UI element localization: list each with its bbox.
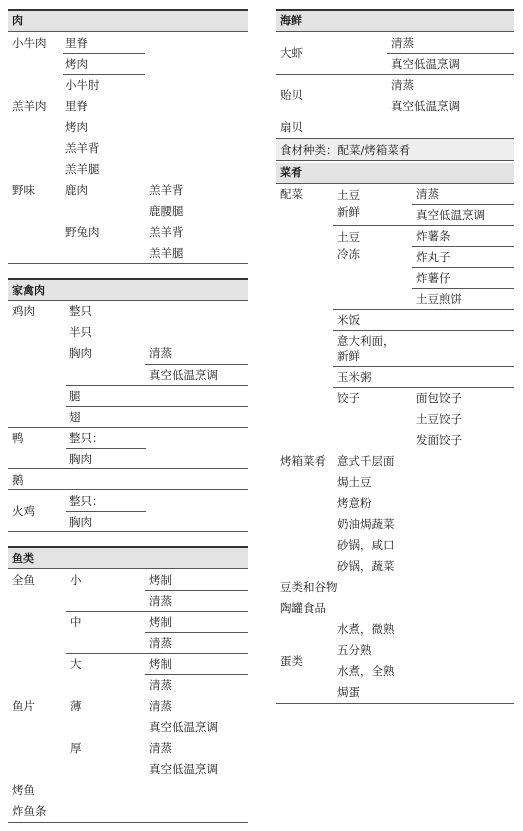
fish-method[interactable]: 烤制	[149, 573, 172, 587]
section-title-seafood: 海鲜	[280, 14, 302, 27]
egg-item[interactable]: 水煮，全熟	[337, 664, 395, 678]
rabbit-item[interactable]: 羔羊腿	[149, 246, 184, 260]
potato-fresh[interactable]: 土豆 新鲜	[337, 188, 360, 219]
fish-size-large[interactable]: 大	[70, 657, 82, 671]
oven-dishes-label[interactable]: 烤箱菜肴	[280, 454, 326, 468]
section-title-meat: 肉	[12, 14, 23, 27]
oven-dish-item[interactable]: 意式千层面	[337, 454, 395, 468]
preserves-label[interactable]: 陶罐食品	[280, 601, 326, 615]
turkey-whole[interactable]: 整只：	[69, 494, 104, 508]
dumpling-type[interactable]: 面包饺子	[416, 391, 462, 405]
chicken-leg[interactable]: 腿	[69, 389, 81, 403]
veal-item[interactable]: 里脊	[65, 36, 88, 50]
rice-item[interactable]: 米饭	[337, 313, 360, 327]
chicken-breast-item[interactable]: 清蒸	[149, 346, 172, 360]
dumplings-item[interactable]: 饺子	[337, 391, 360, 405]
goose-label[interactable]: 鹅	[12, 473, 24, 487]
prawn-item[interactable]: 清蒸	[391, 36, 414, 50]
potato-frozen-item[interactable]: 炸丸子	[416, 250, 451, 264]
dumpling-type[interactable]: 发面饺子	[416, 433, 462, 447]
duck-breast[interactable]: 胸肉	[69, 452, 92, 466]
egg-item[interactable]: 五分熟	[337, 643, 372, 657]
fillet-method[interactable]: 清蒸	[149, 741, 172, 755]
chicken-breast-item[interactable]: 真空低温烹调	[149, 368, 218, 382]
game-label[interactable]: 野味	[12, 183, 35, 197]
fillet-method[interactable]: 真空低温烹调	[149, 720, 218, 734]
prawn-label[interactable]: 大虾	[280, 46, 303, 60]
fish-method[interactable]: 清蒸	[149, 594, 172, 608]
venison-item[interactable]: 羔羊背	[149, 183, 184, 197]
scallop-label[interactable]: 扇贝	[280, 120, 303, 134]
dumpling-type[interactable]: 土豆饺子	[416, 412, 462, 426]
pasta-item[interactable]: 意大利面， 新鲜	[337, 334, 395, 363]
fish-size-small[interactable]: 小	[70, 573, 82, 587]
chicken-breast[interactable]: 胸肉	[69, 346, 92, 360]
potato-frozen[interactable]: 土豆 冷冻	[337, 230, 360, 261]
fish-fingers-label[interactable]: 炸鱼条	[12, 804, 47, 818]
fish-method[interactable]: 清蒸	[149, 678, 172, 692]
venison-label[interactable]: 鹿肉	[65, 183, 88, 197]
duck-whole[interactable]: 整只：	[69, 431, 104, 445]
sides-label[interactable]: 配菜	[280, 187, 303, 201]
fillet-label[interactable]: 鱼片	[12, 699, 35, 713]
fillet-method[interactable]: 清蒸	[149, 699, 172, 713]
duck-label[interactable]: 鸭	[12, 431, 24, 445]
fillet-method[interactable]: 真空低温烹调	[149, 762, 218, 776]
oven-dish-item[interactable]: 砂锅，咸口	[337, 538, 395, 552]
lamb-item[interactable]: 烤肉	[65, 120, 88, 134]
section-title-fish: 鱼类	[12, 552, 34, 565]
fish-method[interactable]: 烤制	[149, 615, 172, 629]
fillet-thick[interactable]: 厚	[70, 741, 82, 755]
prawn-item[interactable]: 真空低温烹调	[391, 57, 460, 71]
food-type-line: 食材种类：配菜/烤箱菜肴	[280, 143, 411, 157]
veal-item[interactable]: 小牛肘	[65, 78, 100, 92]
oven-dish-item[interactable]: 砂锅，蔬菜	[337, 559, 395, 573]
grains-label[interactable]: 豆类和谷物	[280, 580, 338, 594]
veal-item[interactable]: 烤肉	[65, 57, 88, 71]
section-title-dishes: 菜肴	[280, 166, 302, 179]
chicken-label[interactable]: 鸡肉	[12, 304, 35, 318]
fillet-thin[interactable]: 薄	[70, 699, 82, 713]
lamb-item[interactable]: 羔羊腿	[65, 162, 100, 176]
fish-method[interactable]: 烤制	[149, 657, 172, 671]
oven-dish-item[interactable]: 奶油焗蔬菜	[337, 517, 395, 531]
mussel-item[interactable]: 真空低温烹调	[391, 99, 460, 113]
egg-item[interactable]: 焗蛋	[337, 685, 360, 699]
oven-dish-item[interactable]: 焗土豆	[337, 475, 372, 489]
oven-dish-item[interactable]: 烤意粉	[337, 496, 372, 510]
potato-frozen-item[interactable]: 炸薯条	[416, 229, 451, 243]
rabbit-label[interactable]: 野兔肉	[65, 225, 100, 239]
chicken-half[interactable]: 半只	[69, 325, 92, 339]
lamb-item[interactable]: 羔羊背	[65, 141, 100, 155]
rabbit-item[interactable]: 羔羊背	[149, 225, 184, 239]
potato-frozen-item[interactable]: 炸薯仔	[416, 271, 451, 285]
mussel-item[interactable]: 清蒸	[391, 78, 414, 92]
fish-method[interactable]: 清蒸	[149, 636, 172, 650]
lamb-item[interactable]: 里脊	[65, 99, 88, 113]
fish-size-medium[interactable]: 中	[70, 615, 82, 629]
turkey-breast[interactable]: 胸肉	[69, 515, 92, 529]
veal-label[interactable]: 小牛肉	[12, 36, 47, 50]
potato-fresh-item[interactable]: 真空低温烹调	[416, 208, 485, 222]
potato-fresh-item[interactable]: 清蒸	[416, 187, 439, 201]
chicken-whole[interactable]: 整只	[69, 304, 92, 318]
turkey-label[interactable]: 火鸡	[12, 504, 35, 518]
whole-fish-label[interactable]: 全鱼	[12, 573, 35, 587]
section-title-poultry: 家禽肉	[12, 284, 45, 297]
venison-item[interactable]: 鹿腰腿	[149, 204, 184, 218]
potato-frozen-item[interactable]: 土豆煎饼	[416, 292, 462, 306]
egg-item[interactable]: 水煮，微熟	[337, 622, 395, 636]
mussel-label[interactable]: 贻贝	[280, 88, 303, 102]
polenta-item[interactable]: 玉米粥	[337, 370, 372, 384]
baked-fish-label[interactable]: 烤鱼	[12, 783, 35, 797]
chicken-wing[interactable]: 翅	[69, 410, 81, 424]
lamb-label[interactable]: 羔羊肉	[12, 99, 47, 113]
eggs-label[interactable]: 蛋类	[280, 654, 303, 668]
